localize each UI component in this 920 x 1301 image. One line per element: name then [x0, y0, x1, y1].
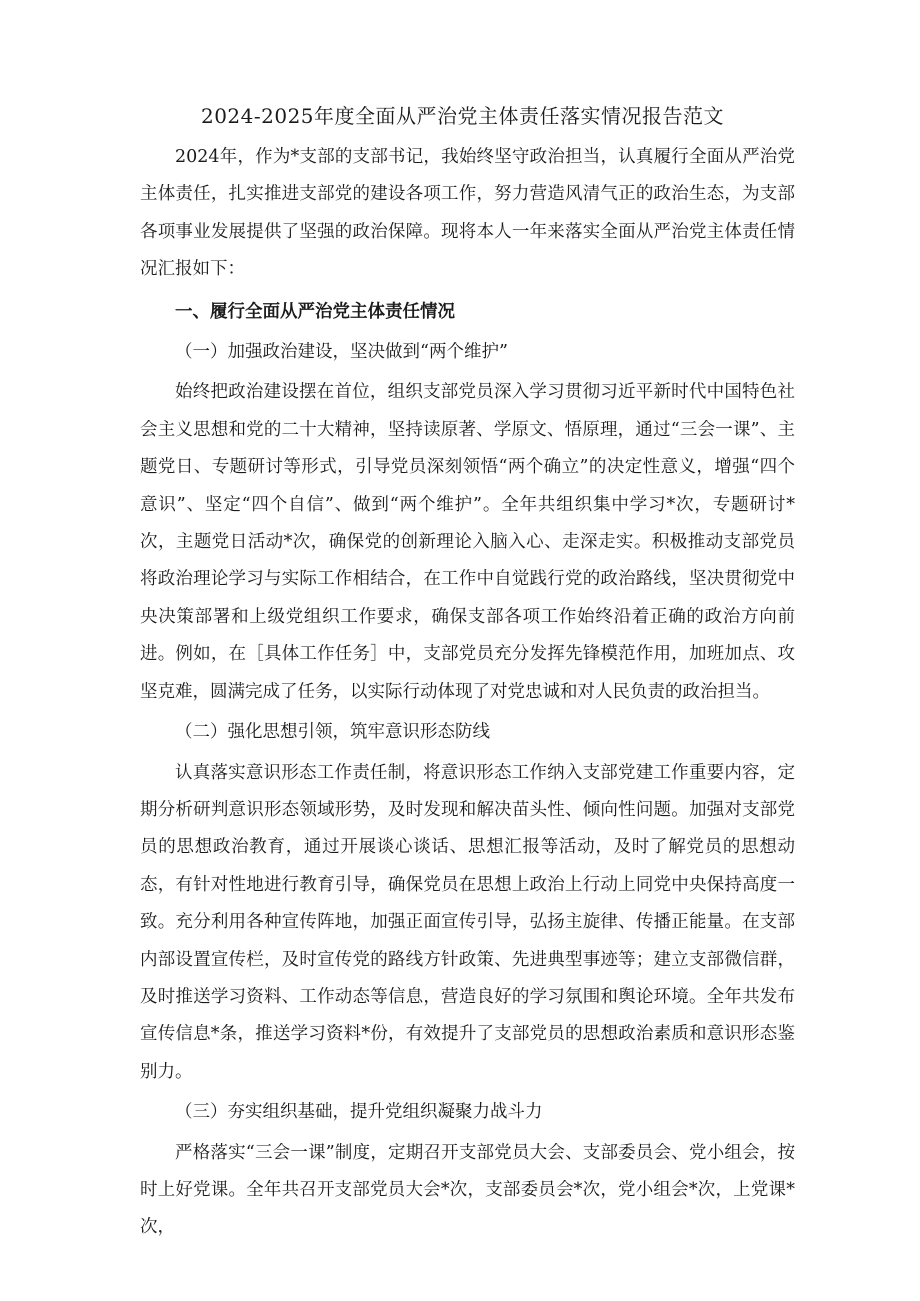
subsection-3-heading: （三）夯实组织基础，提升党组织凝聚力战斗力: [175, 1102, 543, 1123]
subsection-3-body: 严格落实“三会一课”制度，定期召开支部党员大会、支部委员会、党小组会，按时上好党课。全年共召开支部党员大会*次，支部委员会*次，党小组会*次，上党课*次，: [140, 1142, 795, 1238]
subsection-1-heading: （一）加强政治建设，坚决做到“两个维护”: [175, 342, 508, 363]
intro-paragraph: 2024年，作为*支部的支部书记，我始终坚守政治担当，认真履行全面从严治党主体责任，扎实推进支部党的建设各项工作，努力营造风清气正的政治生态，为支部各项事业发展提供了坚强的政治保障。现将本人一年来落实全面从严治党主体责任情况汇报如下：: [140, 147, 795, 280]
subsection-1-body: 始终把政治建设摆在首位，组织支部党员深入学习贯彻习近平新时代中国特色社会主义思想和党的二十大精神，坚持读原著、学原文、悟原理，通过“三会一课”、主题党日、专题研讨等形式，引导党员深刻领悟“两个确立”的决定性意义，增强“四个意识”、坚定“四个自信”、做到“两个维护”。全年共组织集中学习*次，专题研讨*次，主题党日活动*次，确保党的创新理论入脑入心、走深走实。积极推动支部党员将政治理论学习与实际工作相结合，在工作中自觉践行党的政治路线，坚决贯彻党中央决策部署和上级党组织工作要求，确保支部各项工作始终沿着正确的政治方向前进。例如，在［具体工作任务］中，支部党员充分发挥先锋模范作用，加班加点、攻坚克难，圆满完成了任务，以实际行动体现了对党忠诚和对人民负责的政治担当。: [140, 382, 795, 702]
document-title: 2024-2025年度全面从严治党主体责任落实情况报告范文: [200, 104, 725, 128]
section-1-heading: 一、履行全面从严治党主体责任情况: [175, 301, 455, 322]
subsection-2-body: 认真落实意识形态工作责任制，将意识形态工作纳入支部党建工作重要内容，定期分析研判意识形态领域形势，及时发现和解决苗头性、倾向性问题。加强对支部党员的思想政治教育，通过开展谈心谈话、思想汇报等活动，及时了解党员的思想动态，有针对性地进行教育引导，确保党员在思想上政治上行动上同党中央保持高度一致。充分利用各种宣传阵地，加强正面宣传引导，弘扬主旋律、传播正能量。在支部内部设置宣传栏，及时宣传党的路线方针政策、先进典型事迹等；建立支部微信群，及时推送学习资料、工作动态等信息，营造良好的学习氛围和舆论环境。全年共发布宣传信息*条，推送学习资料*份，有效提升了支部党员的思想政治素质和意识形态鉴别力。: [140, 762, 795, 1082]
subsection-2-heading: （二）强化思想引领，筑牢意识形态防线: [175, 722, 490, 743]
document-page: [140, 96, 795, 1247]
